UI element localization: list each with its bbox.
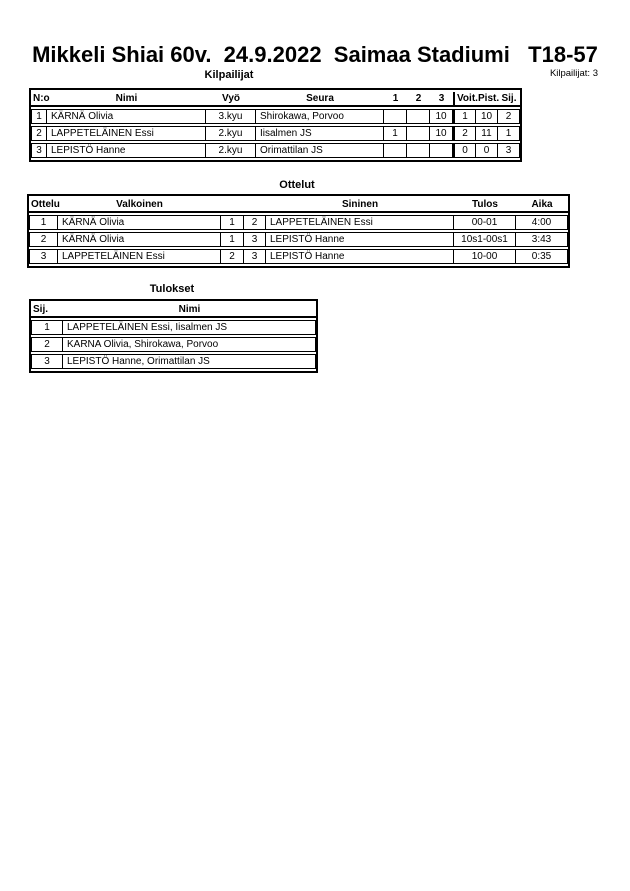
- table-cell: 3: [29, 249, 58, 264]
- table-cell: 2.kyu: [206, 126, 256, 141]
- table-cell: LEPISTÖ Hanne, Orimattilan JS: [63, 354, 316, 369]
- results-header-row: [31, 303, 316, 318]
- table-cell: 0: [476, 143, 498, 158]
- table-cell: 3: [244, 249, 266, 264]
- table-cell: 3:43: [516, 232, 568, 247]
- table-cell: LEPISTÖ Hanne: [47, 143, 206, 158]
- table-header-cell: [221, 198, 244, 213]
- table-cell: 11: [476, 126, 498, 141]
- table-header-cell: Seura: [256, 92, 384, 107]
- table-cell: Orimattilan JS: [256, 143, 384, 158]
- competitors-table-wrapper: [29, 88, 522, 162]
- competitor-row: [31, 126, 520, 141]
- match-row: [29, 232, 568, 247]
- result-row: [31, 320, 316, 335]
- table-cell: 2: [453, 126, 476, 141]
- table-cell: LAPPETELÄINEN Essi: [47, 126, 206, 141]
- table-header-cell: 1: [384, 92, 407, 107]
- table-cell: LAPPETELÄINEN Essi, Iisalmen JS: [63, 320, 316, 335]
- table-cell: 00-01: [454, 215, 516, 230]
- result-row: [31, 337, 316, 352]
- table-cell: 3: [31, 143, 47, 158]
- table-header-cell: Sininen: [266, 198, 454, 213]
- table-cell: Iisalmen JS: [256, 126, 384, 141]
- table-header-cell: Valkoinen: [58, 198, 221, 213]
- table-cell: 1: [31, 320, 63, 335]
- table-header-cell: [244, 198, 266, 213]
- table-cell: 3: [498, 143, 520, 158]
- competitor-row: [31, 143, 520, 158]
- table-cell: 4:00: [516, 215, 568, 230]
- table-cell: 1: [453, 109, 476, 124]
- matches-table-wrapper: [27, 194, 570, 268]
- table-cell: 3.kyu: [206, 109, 256, 124]
- table-cell: 3: [31, 354, 63, 369]
- table-header-cell: Sij.: [31, 303, 63, 318]
- table-cell: 1: [31, 109, 47, 124]
- table-cell: 1: [221, 232, 244, 247]
- table-cell: 2: [498, 109, 520, 124]
- table-header-cell: Tulos: [454, 198, 516, 213]
- section-title-competitors: Kilpailijat: [204, 69, 254, 81]
- table-cell: Shirokawa, Porvoo: [256, 109, 384, 124]
- table-cell: 10s1-00s1: [454, 232, 516, 247]
- table-cell: 1: [384, 126, 407, 141]
- table-header-cell: Ottelu: [29, 198, 58, 213]
- section-title-results: Tulokset: [149, 283, 195, 295]
- table-cell: 1: [498, 126, 520, 141]
- table-cell: 0: [453, 143, 476, 158]
- table-header-cell: N:o: [31, 92, 47, 107]
- results-table: [31, 301, 316, 371]
- table-header-cell: Vyö: [206, 92, 256, 107]
- table-cell: 10: [430, 109, 453, 124]
- table-cell: 3: [244, 232, 266, 247]
- table-header-cell: 3: [430, 92, 453, 107]
- table-cell: 2: [31, 126, 47, 141]
- table-header-cell: Pist.: [476, 92, 498, 107]
- table-cell: 2: [244, 215, 266, 230]
- table-cell: LAPPETELÄINEN Essi: [266, 215, 454, 230]
- table-cell: 1: [221, 215, 244, 230]
- table-cell: [407, 143, 430, 158]
- table-cell: 2.kyu: [206, 143, 256, 158]
- page-title: Mikkeli Shiai 60v. 24.9.2022 Saimaa Stadiumi T18-57: [32, 42, 598, 67]
- table-header-cell: 2: [407, 92, 430, 107]
- table-cell: KÄRNÄ Olivia: [58, 232, 221, 247]
- table-header-cell: Voit.: [453, 92, 476, 107]
- table-cell: 2: [29, 232, 58, 247]
- table-cell: [407, 126, 430, 141]
- table-cell: 10: [430, 126, 453, 141]
- table-cell: LEPISTÖ Hanne: [266, 232, 454, 247]
- table-cell: 10: [476, 109, 498, 124]
- table-header-cell: Nimi: [47, 92, 206, 107]
- result-row: [31, 354, 316, 369]
- match-row: [29, 249, 568, 264]
- table-header-cell: Nimi: [63, 303, 316, 318]
- table-cell: [384, 109, 407, 124]
- table-cell: 2: [221, 249, 244, 264]
- table-cell: 0:35: [516, 249, 568, 264]
- table-cell: 10-00: [454, 249, 516, 264]
- table-cell: LEPISTÖ Hanne: [266, 249, 454, 264]
- competitors-header-row: [31, 92, 520, 107]
- table-header-cell: Sij.: [498, 92, 520, 107]
- table-cell: KÄRNÄ Olivia: [47, 109, 206, 124]
- competitors-table: [31, 90, 520, 160]
- table-cell: KÄRNÄ Olivia: [58, 215, 221, 230]
- competitor-row: [31, 109, 520, 124]
- table-header-cell: Aika: [516, 198, 568, 213]
- match-row: [29, 215, 568, 230]
- table-cell: KARNA Olivia, Shirokawa, Porvoo: [63, 337, 316, 352]
- matches-table: [29, 196, 568, 266]
- table-cell: 1: [29, 215, 58, 230]
- matches-header-row: [29, 198, 568, 213]
- table-cell: 2: [31, 337, 63, 352]
- section-title-matches: Ottelut: [279, 179, 315, 191]
- table-cell: [407, 109, 430, 124]
- table-cell: LAPPETELÄINEN Essi: [58, 249, 221, 264]
- table-cell: [430, 143, 453, 158]
- table-cell: [384, 143, 407, 158]
- competitor-count-label: Kilpailijat: 3: [549, 68, 598, 79]
- results-table-wrapper: [29, 299, 318, 373]
